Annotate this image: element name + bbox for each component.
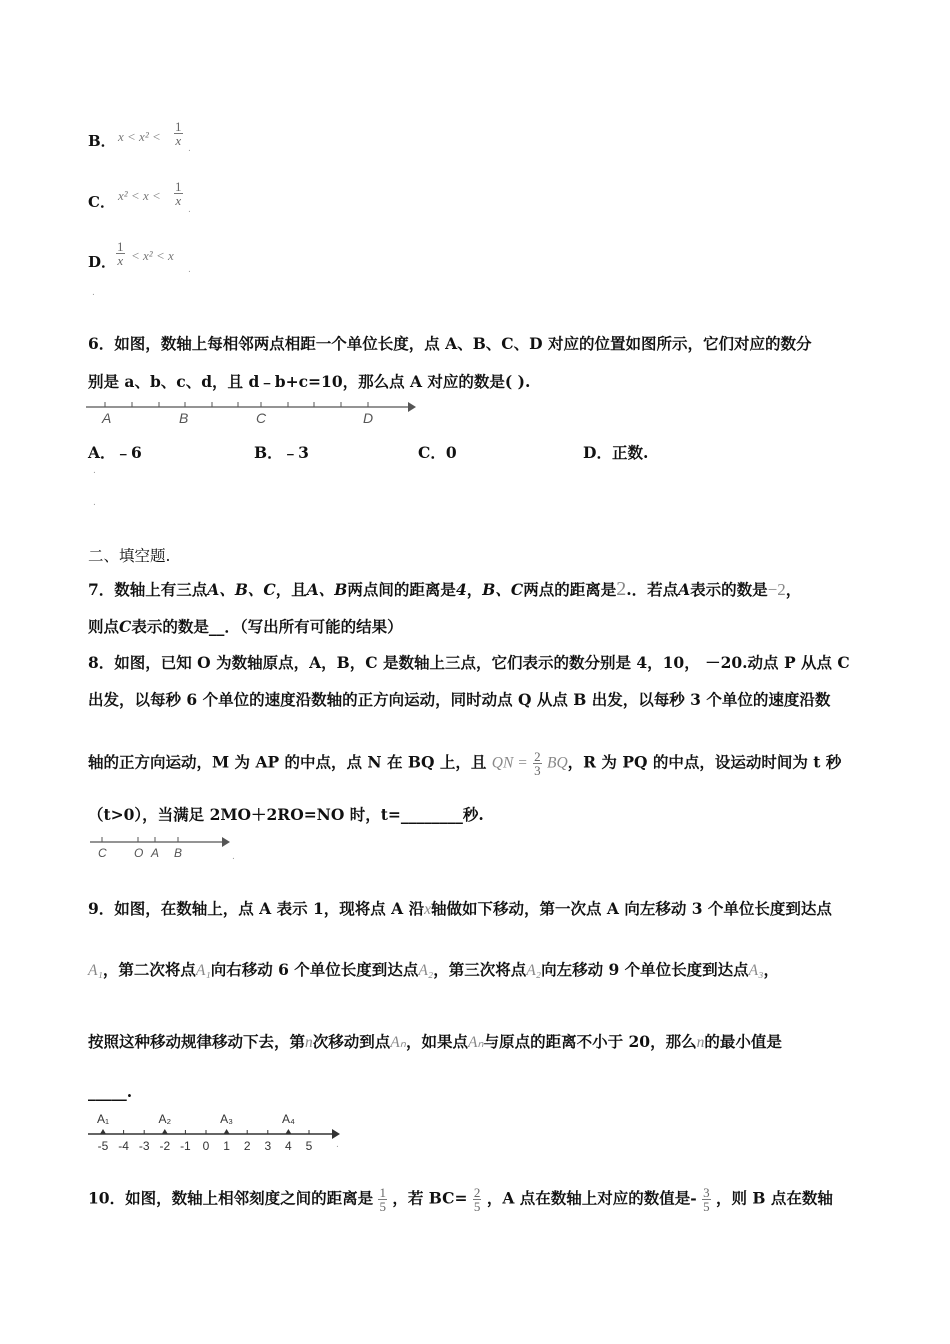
q8-axis-label-o: O: [134, 846, 144, 860]
q9-line2: A₁，第二次将点A₁向右移动 6 个单位长度到达点A₂，第三次将点A₂向左移动 9 个单位长度到达点A₃，: [88, 960, 780, 979]
q8-number-line: [88, 834, 238, 864]
option-b-label: B．: [88, 132, 116, 150]
q9-line1: 9．如图，在数轴上，点 A 表示 1，现将点 A 沿x轴做如下移动，第一次点 A 向左移动 3 个单位长度到达点: [88, 899, 832, 918]
q9-point-marker: [285, 1129, 291, 1134]
q9-point-label: A₃: [220, 1112, 234, 1126]
q7-line2: 则点C表示的数是__．（写出所有可能的结果）: [88, 617, 403, 636]
option-c-expr: x² < x <: [118, 188, 161, 203]
q6-axis-label-a: A: [102, 410, 112, 426]
q6-choice-b: B．﹣3: [254, 443, 309, 462]
q9-axis-tick-label: 5: [305, 1139, 313, 1153]
option-c-fraction: $\frac{1}{x}$: [175, 179, 182, 208]
q9-line4: _____.: [88, 1082, 133, 1101]
q9-point-label: A₁: [96, 1112, 110, 1126]
q9-axis-tick-label: 3: [264, 1139, 272, 1153]
q6-choice-d: D．正数.: [583, 443, 649, 462]
q9-axis-tick-label: -3: [138, 1139, 150, 1153]
q7-line1: 7．数轴上有三点A、B、C，且A、B两点间的距离是4，B、C两点的距离是2.．若点A表示的数是−2，: [88, 578, 802, 600]
q9-axis-tick-label: 4: [285, 1139, 292, 1153]
q6-line2: 别是 a、b、c、d，且 d﹣b+c=10，那么点 A 对应的数是( ).: [88, 372, 531, 391]
q10-line1: 10．如图，数轴上相邻刻度之间的距离是 $\frac{1}{5}$ ，若 BC= $\frac{2}{5}$ ，A 点在数轴上对应的数值是- $\frac{3}{5}$ ，则 B 点在数轴: [88, 1185, 833, 1214]
option-b-fraction: $\frac{1}{x}$: [175, 119, 182, 148]
q9-axis-tick-label: -2: [159, 1139, 171, 1153]
option-c-label: C．: [88, 193, 115, 211]
q6-number-line: [86, 398, 416, 428]
q9-axis-tick-label: 2: [243, 1139, 251, 1153]
q8-line2: 出发，以每秒 6 个单位的速度沿数轴的正方向运动，同时动点 Q 从点 B 出发，以每秒 3 个单位的速度沿数: [88, 690, 831, 709]
option-d-label: D．: [88, 253, 117, 271]
q9-axis-tick-label: -5: [97, 1139, 109, 1153]
section-heading-fill-in: 二、填空题.: [88, 547, 171, 565]
q8-axis-label-a: A: [151, 846, 160, 860]
q9-point-marker: [100, 1129, 106, 1134]
option-d-fraction: $\frac{1}{x}$: [117, 239, 124, 268]
q9-number-line: [88, 1110, 348, 1156]
q6-axis-label-d: D: [363, 410, 374, 426]
q8-line1: 8．如图，已知 O 为数轴原点，A，B，C 是数轴上三点，它们表示的数分别是 4，10， －20.动点 P 从点 C: [88, 653, 850, 672]
q8-axis-label-c: C: [98, 846, 107, 860]
q8-axis-label-b: B: [174, 846, 183, 860]
option-d-expr: < x² < x: [131, 248, 174, 263]
q9-point-marker: [162, 1129, 168, 1134]
q9-point-label: A₂: [158, 1112, 172, 1126]
q9-point-marker: [224, 1129, 230, 1134]
q9-axis-tick-label: -1: [180, 1139, 191, 1153]
q9-axis-tick-label: -4: [118, 1139, 129, 1153]
q8-line4: （t>0），当满足 2MO＋2RO=NO 时，t=________秒.: [88, 805, 484, 824]
q6-choice-c: C．0: [418, 443, 457, 462]
q6-axis-label-b: B: [179, 410, 189, 426]
q6-choice-a: A．﹣6: [88, 443, 142, 462]
q8-line3: 轴的正方向运动，M 为 AP 的中点，点 N 在 BQ 上，且 QN = $\frac{2}{3}$ BQ，R 为 PQ 的中点，设运动时间为 t 秒: [88, 749, 842, 778]
q9-axis-tick-label: 1: [223, 1139, 230, 1153]
q9-axis-tick-label: 0: [202, 1139, 210, 1153]
q9-line3: 按照这种移动规律移动下去，第n次移动到点Aₙ，如果点Aₙ与原点的距离不小于 20，那么n的最小值是: [88, 1032, 782, 1051]
q6-axis-label-c: C: [256, 410, 267, 426]
q9-point-label: A₄: [281, 1112, 295, 1126]
q6-line1: 6．如图，数轴上每相邻两点相距一个单位长度，点 A、B、C、D 对应的位置如图所示，它们对应的数分: [88, 334, 812, 353]
option-b-expr: x < x² <: [118, 129, 161, 144]
